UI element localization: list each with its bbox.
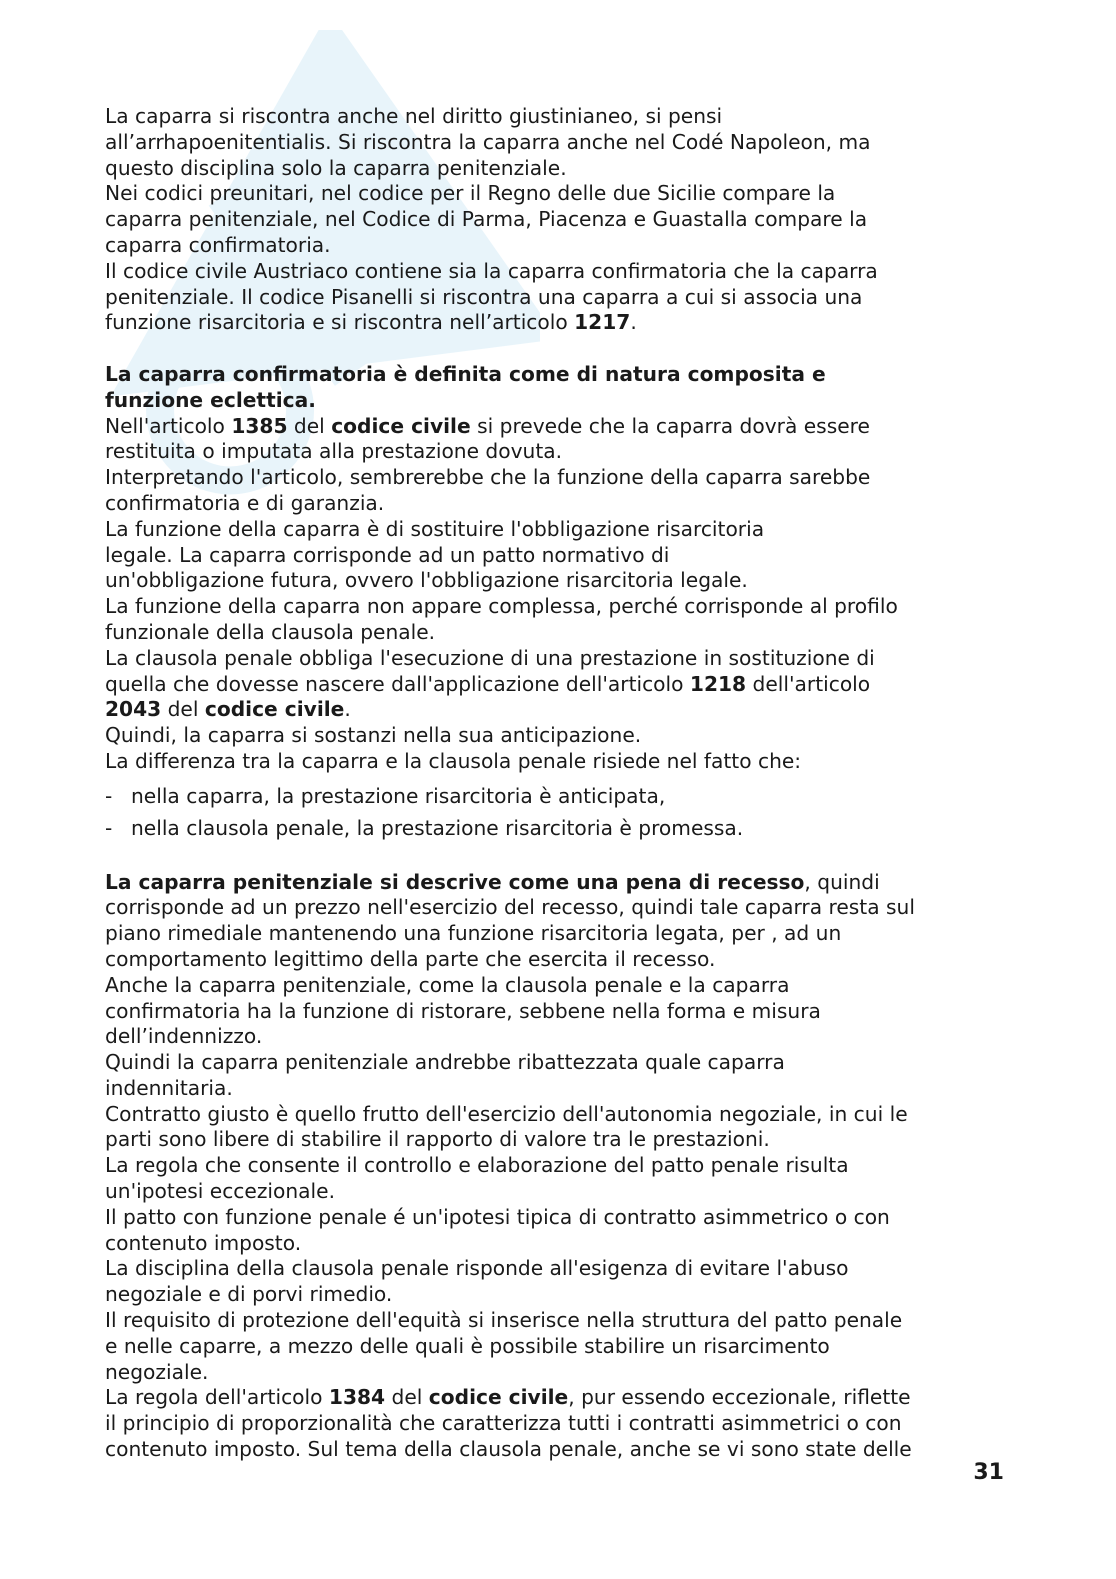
paragraph: Anche la caparra penitenziale, come la clausola penale e la caparra confirmatoria ha la funzione di ristorare, sebbene nella forma e misura dell’indennizzo.	[105, 972, 821, 1049]
paragraph: Quindi, la caparra si sostanzi nella sua anticipazione.	[105, 723, 642, 748]
page-number: 31	[973, 1460, 1004, 1485]
paragraph: Il codice civile Austriaco contiene sia la caparra confirmatoria che la caparra penitenziale. Il codice Pisanelli si riscontra una caparra a cui si associa una funzione risarcitoria e si riscontra nell’articolo 1217.	[105, 258, 878, 335]
paragraph: Il requisito di protezione dell'equità si inserisce nella struttura del patto penale e nelle caparre, a mezzo delle quali è possibile stabilire un risarcimento negoziale.	[105, 1308, 903, 1384]
article-number: 2043	[105, 697, 162, 722]
article-number: 1385	[231, 413, 288, 438]
paragraph: La regola dell'articolo 1384 del codice civile, pur essendo eccezionale, riflette il principio di proporzionalità che caratterizza tutti i contratti asimmetrici o con contenuto imposto. Sul tema della clausola penale, anche se vi sono state delle	[105, 1385, 912, 1462]
bullet-list	[105, 780, 1015, 844]
paragraph: La caparra si riscontra anche nel diritto giustinianeo, si pensi all’arrhapoenitentialis. Si riscontra la caparra anche nel Codé Napoleon, ma questo disciplina solo la caparra penitenziale.	[105, 104, 871, 180]
code-reference: codice civile	[428, 1385, 569, 1410]
paragraph: La differenza tra la caparra e la clausola penale risiede nel fatto che:	[105, 748, 802, 773]
list-item: - nella clausola penale, la prestazione risarcitoria è promessa.	[105, 812, 1015, 844]
article-number: 1384	[328, 1385, 386, 1410]
dash-bullet: -	[105, 783, 113, 808]
paragraph: La funzione della caparra è di sostituire l'obbligazione risarcitoria legale. La caparra corrisponde ad un patto normativo di un'obbligazione futura, ovvero l'obbligazione risarcitoria legale.	[105, 516, 765, 593]
document-body	[105, 104, 1015, 1463]
article-number: 1218	[689, 671, 747, 696]
paragraph: Quindi la caparra penitenziale andrebbe ribattezzata quale caparra indennitaria.	[105, 1050, 785, 1100]
paragraph: Contratto giusto è quello frutto dell'esercizio dell'autonomia negoziale, in cui le parti sono libere di stabilire il rapporto di valore tra le prestazioni.	[105, 1101, 908, 1152]
dash-bullet: -	[105, 815, 113, 840]
spacer	[105, 336, 1015, 362]
bold-lead: La caparra penitenziale si descrive come una pena di recesso	[105, 869, 805, 894]
code-reference: codice civile	[331, 413, 471, 438]
article-number: 1217	[574, 310, 631, 335]
paragraph: Nell'articolo 1385 del codice civile si prevede che la caparra dovrà essere restituita o imputata alla prestazione dovuta.	[105, 413, 870, 464]
paragraph: La caparra penitenziale si descrive come una pena di recesso, quindi corrisponde ad un prezzo nell'esercizio del recesso, quindi tale caparra resta sul piano rimediale mantenendo una funzione risarcitoria legata, per , ad un comportamento legittimo della parte che esercita il recesso.	[105, 869, 915, 971]
paragraph: Nei codici preunitari, nel codice per il Regno delle due Sicilie compare la caparra penitenziale, nel Codice di Parma, Piacenza e Guastalla compare la caparra confirmatoria.	[105, 181, 868, 257]
section-heading: La caparra confirmatoria è definita come di natura composita e funzione eclettica.	[105, 361, 826, 412]
paragraph: La clausola penale obbliga l'esecuzione di una prestazione in sostituzione di quella che dovesse nascere dall'applicazione dell'articolo 1218 dell'articolo 2043 del codice civile.	[105, 645, 875, 722]
list-item: - nella caparra, la prestazione risarcitoria è anticipata,	[105, 780, 1015, 812]
paragraph: La disciplina della clausola penale risponde all'esigenza di evitare l'abuso negoziale e di porvi rimedio.	[105, 1256, 849, 1307]
paragraph: La regola che consente il controllo e elaborazione del patto penale risulta un'ipotesi eccezionale.	[105, 1153, 849, 1204]
code-reference: codice civile	[204, 697, 345, 722]
paragraph: Il patto con funzione penale é un'ipotesi tipica di contratto asimmetrico o con contenuto imposto.	[105, 1204, 890, 1255]
paragraph: La funzione della caparra non appare complessa, perché corrisponde al profilo funzionale della clausola penale.	[105, 594, 898, 644]
spacer	[105, 844, 1015, 870]
paragraph: Interpretando l'articolo, sembrerebbe che la funzione della caparra sarebbe confirmatoria e di garanzia.	[105, 465, 871, 515]
